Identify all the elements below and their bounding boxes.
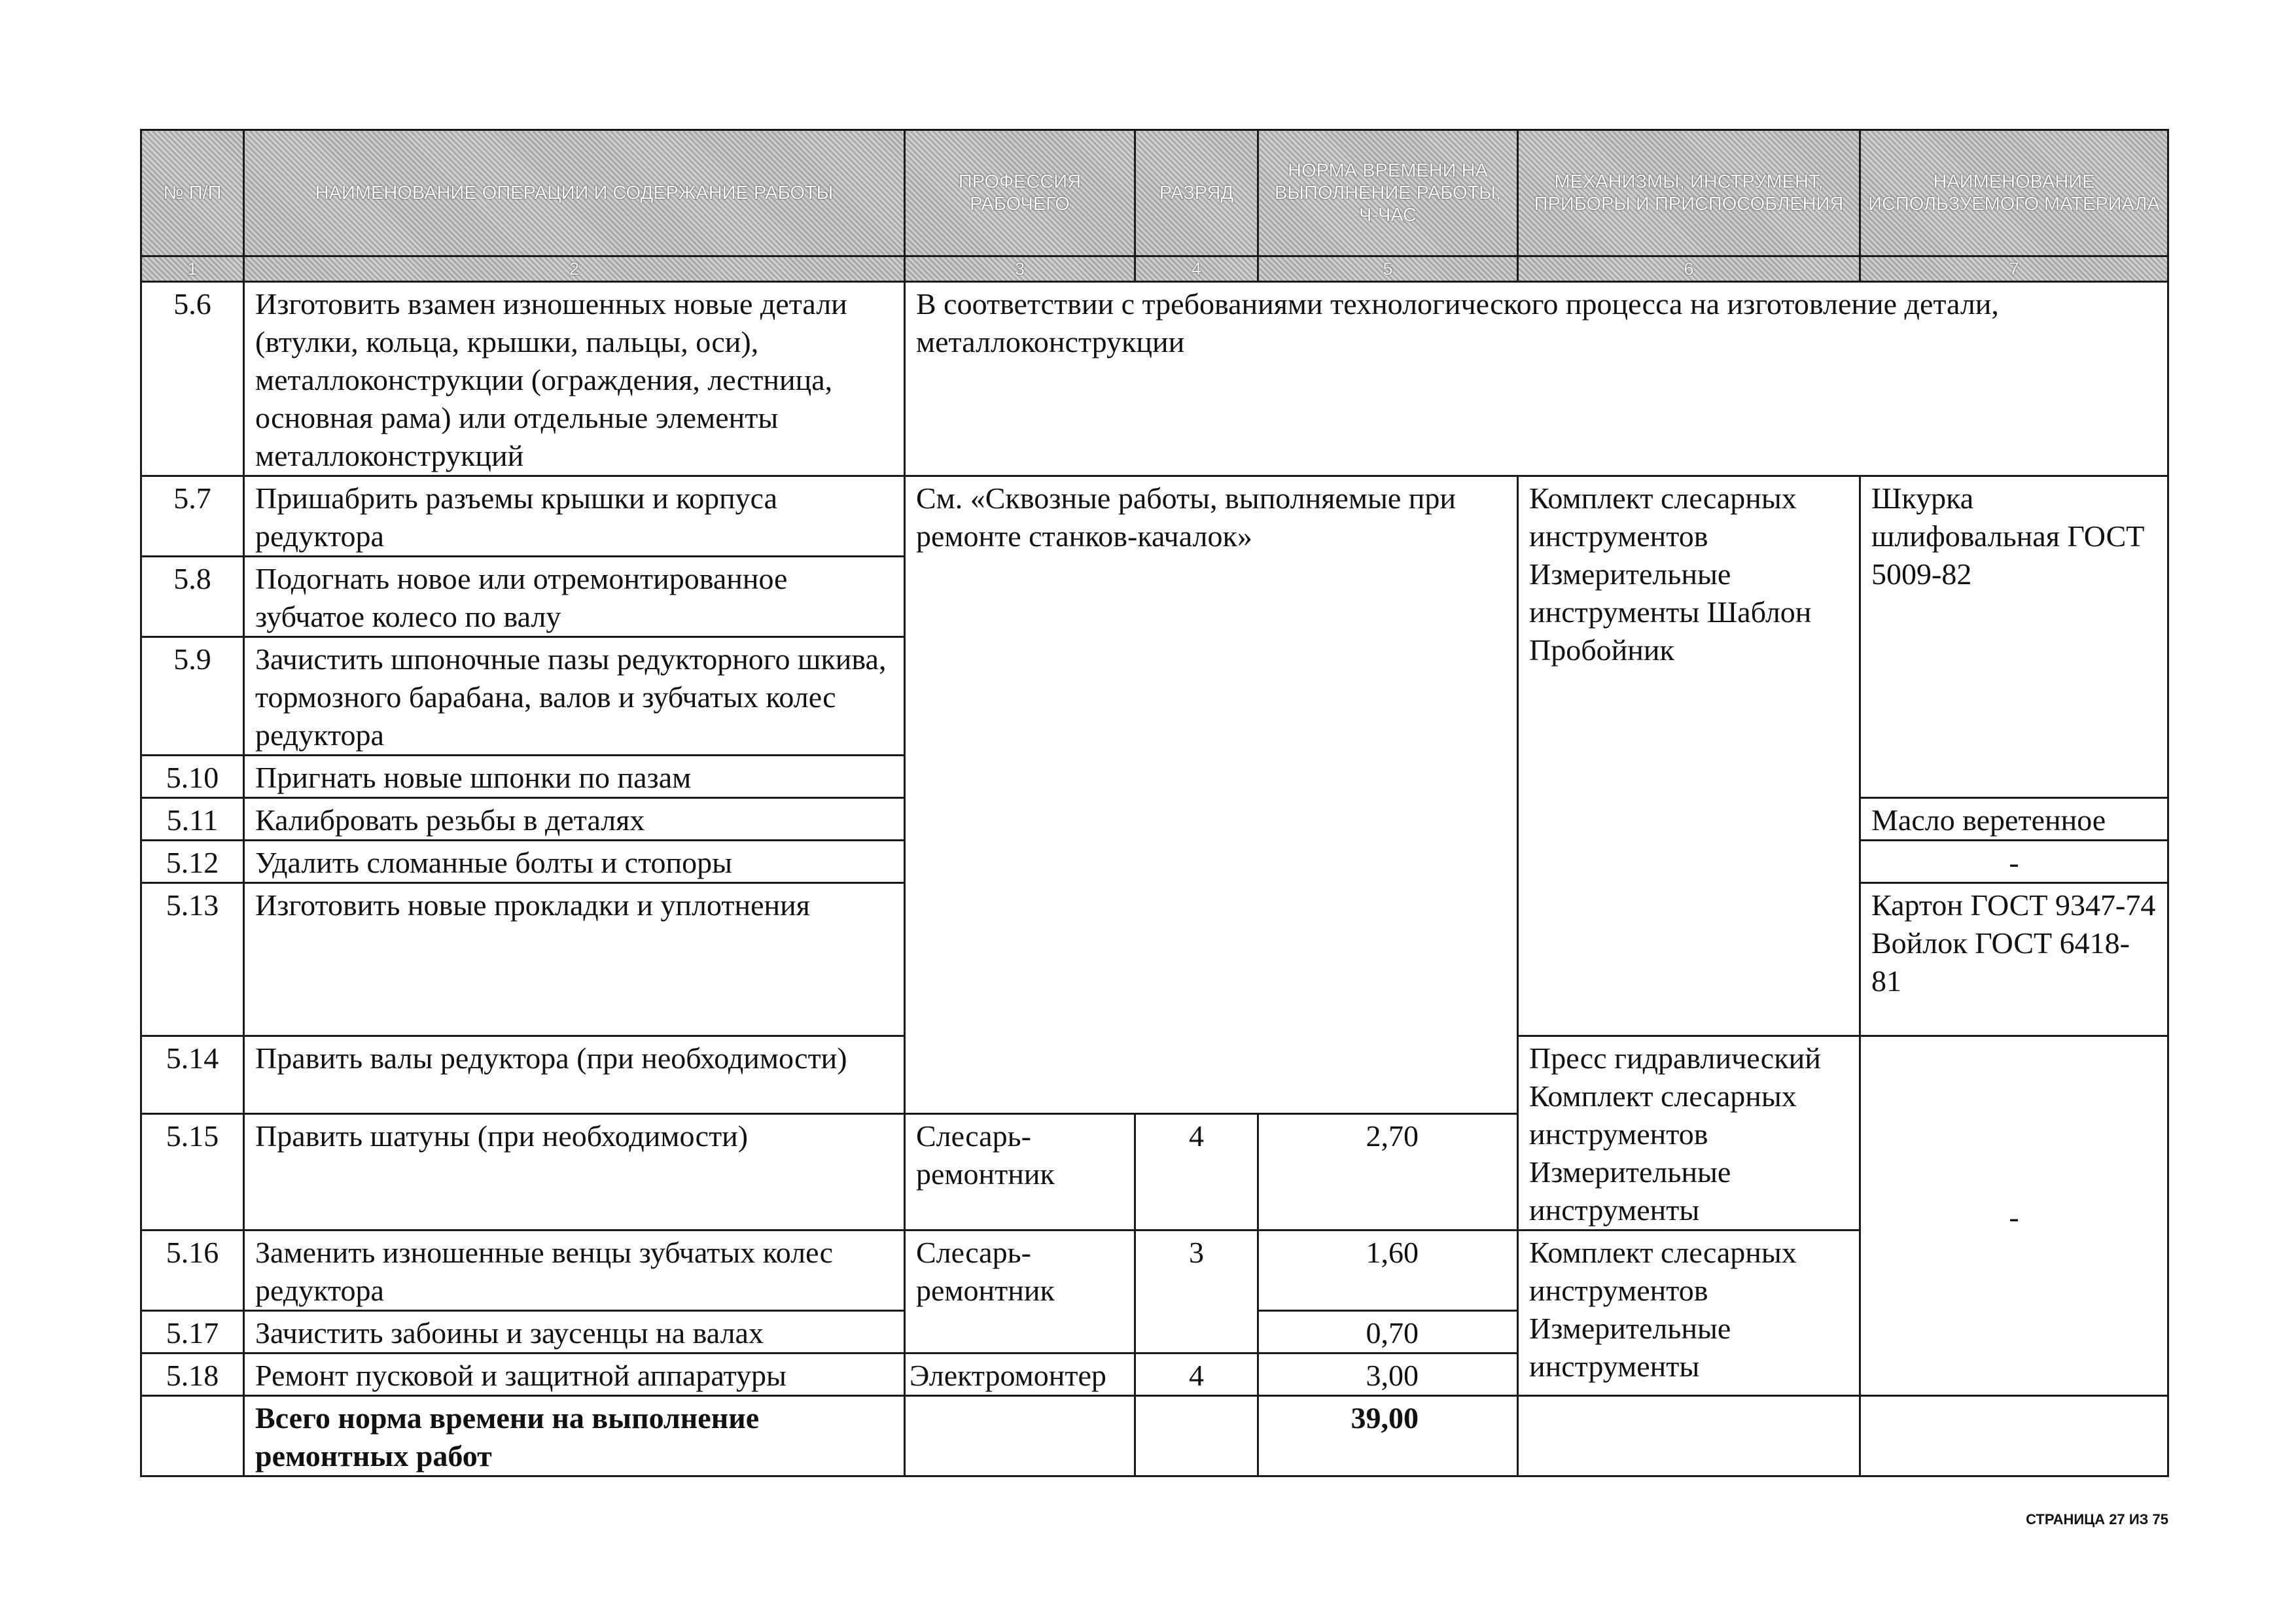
column-number: 5	[1258, 256, 1518, 282]
header-tools: МЕХАНИЗМЫ, ИНСТРУМЕНТ, ПРИБОРЫ И ПРИСПОСОБЛЕНИЯ	[1518, 130, 1860, 256]
profession-cell: Слесарь-ремонтник	[905, 1114, 1135, 1230]
header-time-norm: НОРМА ВРЕМЕНИ НА ВЫПОЛНЕНИЕ РАБОТЫ, Ч-ЧАС	[1258, 130, 1518, 256]
row-number: 5.10	[141, 756, 244, 798]
total-empty-cell	[1135, 1396, 1258, 1476]
row-number: 5.17	[141, 1311, 244, 1353]
row-number: 5.13	[141, 883, 244, 1036]
total-empty-cell	[1518, 1396, 1860, 1476]
tools-cell: Комплект слесарных инструментов Измерительные инструменты Шаблон Пробойник	[1518, 476, 1860, 1036]
total-value: 39,00	[1258, 1396, 1518, 1476]
operation-text: Калибровать резьбы в деталях	[244, 798, 905, 841]
column-number: 4	[1135, 256, 1258, 282]
material-cell: Шкурка шлифовальная ГОСТ 5009-82	[1860, 476, 2168, 798]
row-number: 5.7	[141, 476, 244, 557]
operation-text: Править валы редуктора (при необходимости)	[244, 1036, 905, 1114]
column-number-row	[141, 256, 2168, 282]
header-grade: РАЗРЯД	[1135, 130, 1258, 256]
table-row	[141, 476, 2168, 557]
through-works-reference: См. «Сквозные работы, выполняемые при ремонте станков-качалок»	[905, 476, 1518, 1114]
material-cell: Картон ГОСТ 9347-74 Войлок ГОСТ 6418-81	[1860, 883, 2168, 1036]
total-empty-cell	[1860, 1396, 2168, 1476]
row-number: 5.16	[141, 1230, 244, 1311]
column-number: 1	[141, 256, 244, 282]
operation-text: Заменить изношенные венцы зубчатых колес редуктора	[244, 1230, 905, 1311]
profession-cell: Слесарь-ремонтник	[905, 1230, 1135, 1353]
row-number: 5.11	[141, 798, 244, 841]
table-row	[141, 282, 2168, 476]
operation-text: Пришабрить разъемы крышки и корпуса редуктора	[244, 476, 905, 557]
column-number: 3	[905, 256, 1135, 282]
tools-cell: Пресс гидравлический Комплект слесарных инструментов Измерительные инструменты	[1518, 1036, 1860, 1230]
row-number: 5.12	[141, 841, 244, 883]
column-number: 7	[1860, 256, 2168, 282]
operation-text: Пригнать новые шпонки по пазам	[244, 756, 905, 798]
total-number-cell	[141, 1396, 244, 1476]
row-number: 5.9	[141, 637, 244, 756]
operation-text: Зачистить забоины и заусенцы на валах	[244, 1311, 905, 1353]
operation-text: Изготовить взамен изношенных новые детали (втулки, кольца, крышки, пальцы, оси), металлоконструкции (ограждения, лестница, основная рама) или отдельные элементы металлоконструкций	[244, 282, 905, 476]
operation-text: Удалить сломанные болты и стопоры	[244, 841, 905, 883]
grade-cell: 4	[1135, 1353, 1258, 1396]
time-norm-cell: 1,60	[1258, 1230, 1518, 1311]
profession-cell: Электромонтер	[905, 1353, 1135, 1396]
operation-text: Ремонт пусковой и защитной аппаратуры	[244, 1353, 905, 1396]
operation-text: Править шатуны (при необходимости)	[244, 1114, 905, 1230]
page-number: СТРАНИЦА 27 ИЗ 75	[2026, 1511, 2168, 1527]
material-cell: Масло веретенное	[1860, 798, 2168, 841]
row-number: 5.14	[141, 1036, 244, 1114]
header-operation: НАИМЕНОВАНИЕ ОПЕРАЦИИ И СОДЕРЖАНИЕ РАБОТЫ	[244, 130, 905, 256]
header-number: № П/П	[141, 130, 244, 256]
header-material: НАИМЕНОВАНИЕ ИСПОЛЬЗУЕМОГО МАТЕРИАЛА	[1860, 130, 2168, 256]
time-norm-cell: 2,70	[1258, 1114, 1518, 1230]
total-empty-cell	[905, 1396, 1135, 1476]
total-label: Всего норма времени на выполнение ремонтных работ	[244, 1396, 905, 1476]
column-number: 6	[1518, 256, 1860, 282]
operation-text: Подогнать новое или отремонтированное зубчатое колесо по валу	[244, 557, 905, 637]
tools-cell: Комплект слесарных инструментов Измерительные инструменты	[1518, 1230, 1860, 1396]
row-number: 5.15	[141, 1114, 244, 1230]
row-number: 5.8	[141, 557, 244, 637]
header-profession: ПРОФЕССИЯ РАБОЧЕГО	[905, 130, 1135, 256]
material-cell: -	[1860, 1036, 2168, 1396]
operation-text: Изготовить новые прокладки и уплотнения	[244, 883, 905, 1036]
technological-process-note: В соответствии с требованиями технологического процесса на изготовление детали, металлоконструкции	[905, 282, 2168, 476]
grade-cell: 4	[1135, 1114, 1258, 1230]
operation-text: Зачистить шпоночные пазы редукторного шкива, тормозного барабана, валов и зубчатых колес редуктора	[244, 637, 905, 756]
repair-operations-table	[140, 129, 2169, 1477]
table-header-row	[141, 130, 2168, 256]
total-row	[141, 1396, 2168, 1476]
row-number: 5.18	[141, 1353, 244, 1396]
time-norm-cell: 0,70	[1258, 1311, 1518, 1353]
row-number: 5.6	[141, 282, 244, 476]
grade-cell: 3	[1135, 1230, 1258, 1353]
material-cell: -	[1860, 841, 2168, 883]
time-norm-cell: 3,00	[1258, 1353, 1518, 1396]
column-number: 2	[244, 256, 905, 282]
